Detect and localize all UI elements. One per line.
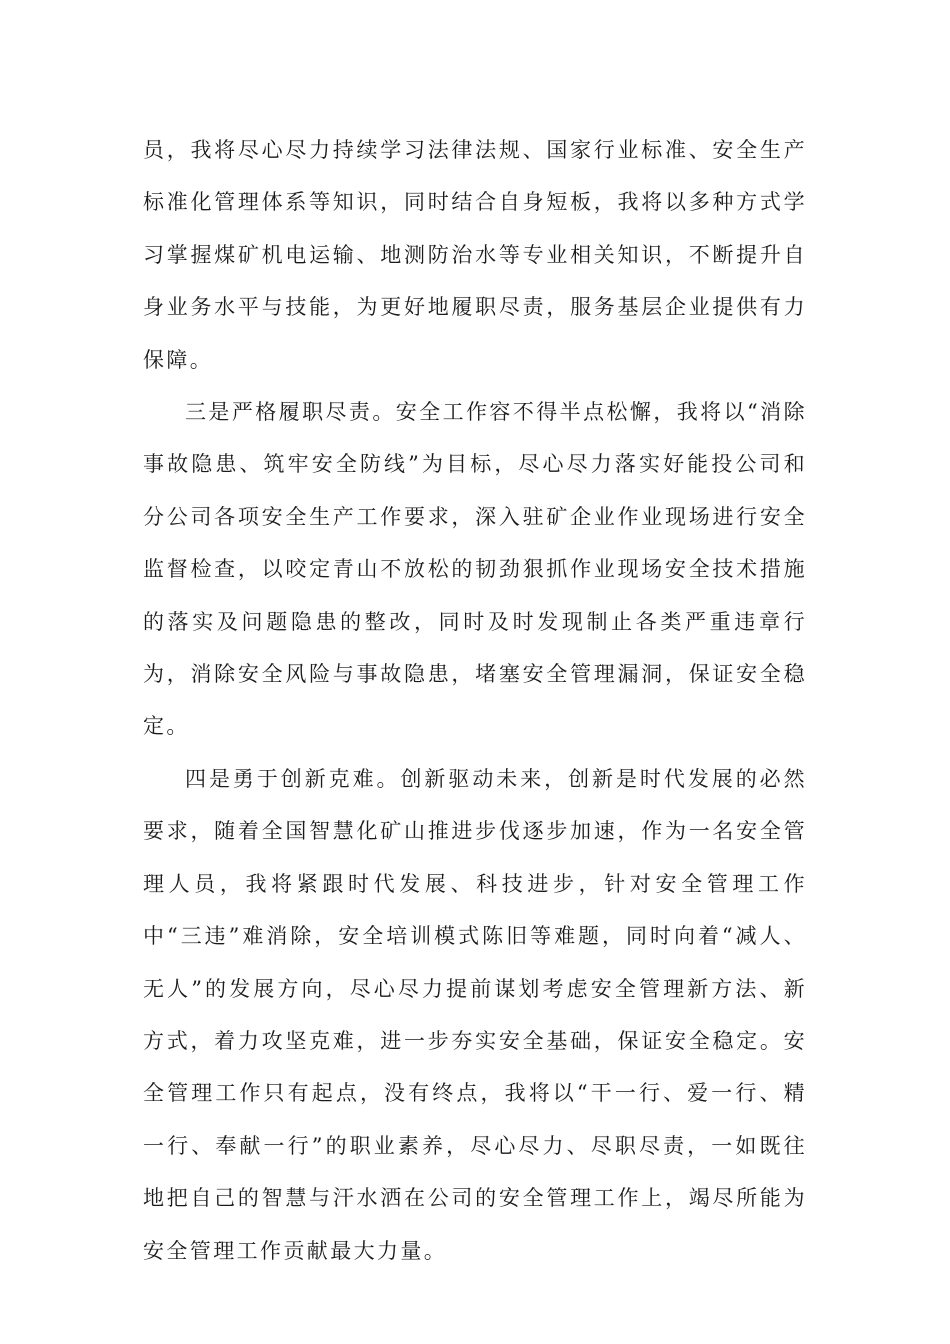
paragraph-continuation: 员，我将尽心尽力持续学习法律法规、国家行业标准、安全生产标准化管理体系等知识，同时结合自身短板，我将以多种方式学习掌握煤矿机电运输、地测防治水等专业相关知识，不断提升自身业务水平与技能，为更好地履职尽责，服务基层企业提供有力保障。 bbox=[143, 138, 807, 372]
paragraph-strict-duty: 三是严格履职尽责。安全工作容不得半点松懈，我将以“消除事故隐患、筑牢安全防线”为目标，尽心尽力落实好能投公司和分公司各项安全生产工作要求，深入驻矿企业作业现场进行安全监督检查，以咬定青山不放松的韧劲狠抓作业现场安全技术措施的落实及问题隐患的整改，同时及时发现制止各类严重违章行为，消除安全风险与事故隐患，堵塞安全管理漏洞，保证安全稳定。 bbox=[143, 400, 807, 739]
paragraph-innovation: 四是勇于创新克难。创新驱动未来，创新是时代发展的必然要求，随着全国智慧化矿山推进步伐逐步加速，作为一名安全管理人员，我将紧跟时代发展、科技进步，针对安全管理工作中“三违”难消除，安全培训模式陈旧等难题，同时向着“减人、无人”的发展方向，尽心尽力提前谋划考虑安全管理新方法、新方式，着力攻坚克难，进一步夯实安全基础，保证安全稳定。安全管理工作只有起点，没有终点，我将以“干一行、爱一行、精一行、奉献一行”的职业素养，尽心尽力、尽职尽责，一如既往地把自己的智慧与汗水洒在公司的安全管理工作上，竭尽所能为安全管理工作贡献最大力量。 bbox=[143, 766, 807, 1263]
document-body bbox=[143, 124, 807, 1277]
